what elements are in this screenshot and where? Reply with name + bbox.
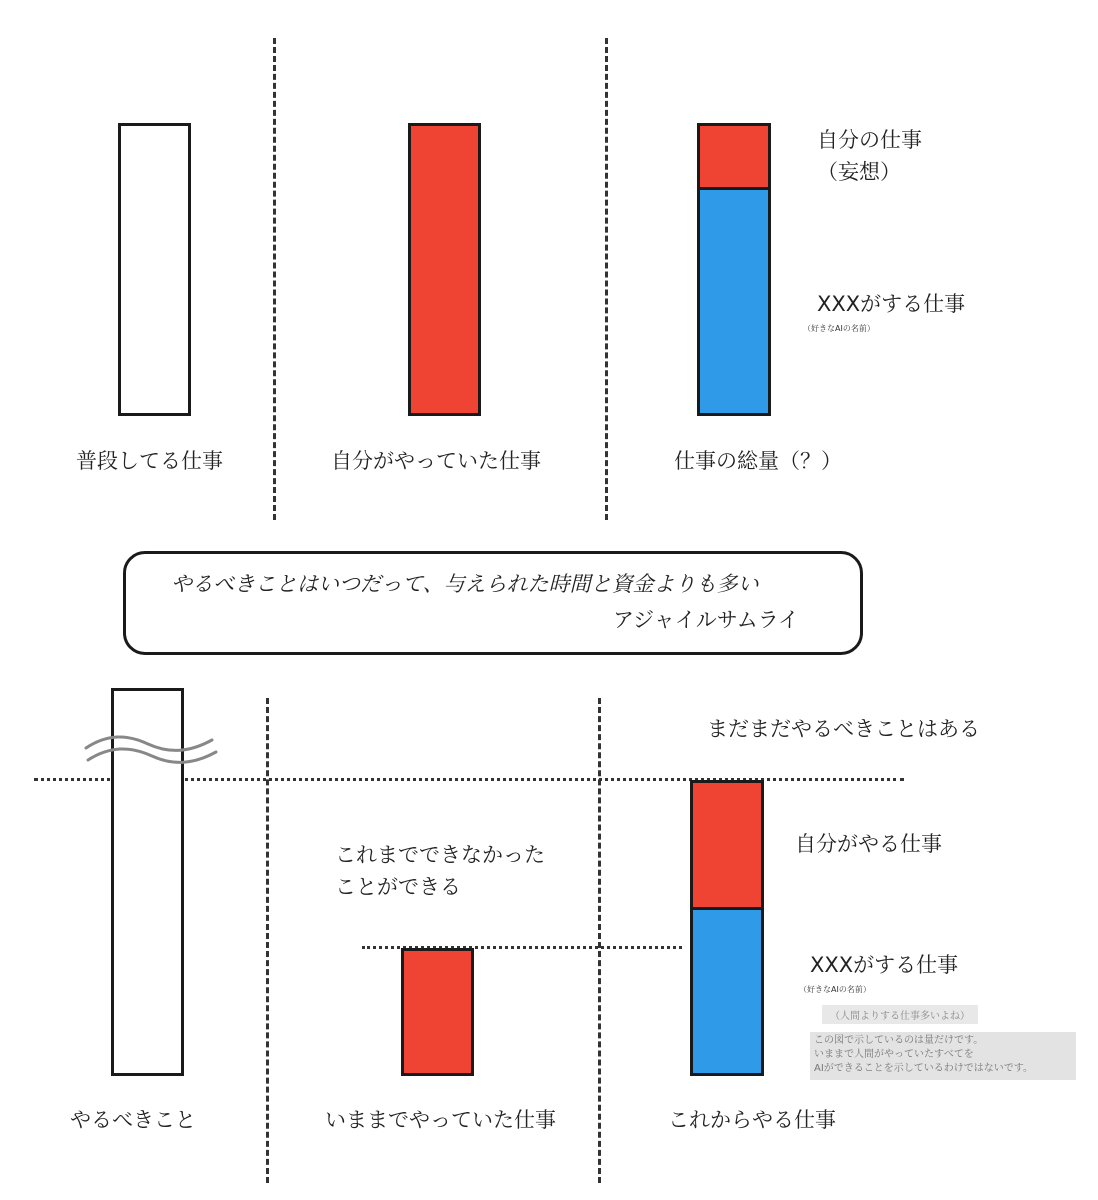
bottom-annotation-line1: これまでできなかった <box>335 843 545 867</box>
quote-box <box>123 551 863 655</box>
bottom-bar-own-segment <box>690 780 764 911</box>
gray-note-line1: この図で示しているのは量だけです。 <box>814 1035 984 1046</box>
bottom-annotation-line2: ことができる <box>335 875 461 899</box>
top-divider-1 <box>273 38 276 520</box>
top-bar-usual-work <box>118 123 191 416</box>
bottom-divider-2 <box>598 698 601 1183</box>
quote-text: やるべきことはいつだって、与えられた時間と資金よりも多い <box>171 572 759 596</box>
break-squiggle-icon <box>82 730 222 770</box>
bottom-top-note: まだまだやるべきことはある <box>707 717 980 741</box>
top-label-own-work: 自分がやっていた仕事 <box>331 449 541 473</box>
quote-author: アジャイルサムライ <box>613 608 800 632</box>
top-label-usual-work: 普段してる仕事 <box>76 449 223 473</box>
top-label-total-work: 仕事の総量（？） <box>674 449 842 473</box>
gray-note-line2: いままで人間がやっていたすべてを <box>814 1049 974 1060</box>
bottom-bar-previous-work <box>401 948 474 1076</box>
bottom-label-todo: やるべきこと <box>70 1108 196 1132</box>
top-bar-total-own-segment <box>697 123 771 190</box>
bottom-blue-note: （好きなAIの名前） <box>799 985 871 994</box>
top-divider-2 <box>605 38 608 520</box>
bottom-red-label: 自分がやる仕事 <box>795 832 942 856</box>
top-red-label-line2: （妄想） <box>817 160 901 184</box>
top-red-label-line1: 自分の仕事 <box>817 128 922 152</box>
bottom-divider-1 <box>266 698 269 1183</box>
bottom-label-future-work: これからやる仕事 <box>668 1108 836 1132</box>
gray-note-line3: AIができることを示しているわけではないです。 <box>814 1063 1033 1074</box>
top-bar-own-work <box>408 123 481 416</box>
top-bar-total-ai-segment <box>697 187 771 416</box>
bottom-gray-note-box <box>810 1032 1076 1080</box>
bottom-bar-ai-segment <box>690 907 764 1076</box>
bottom-blue-label: XXXがする仕事 <box>810 953 959 977</box>
bottom-label-previous-work: いままでやっていた仕事 <box>325 1108 556 1132</box>
top-blue-label: XXXがする仕事 <box>817 292 966 316</box>
top-blue-note: （好きなAIの名前） <box>803 324 875 333</box>
bottom-gray-pill: （人間よりする仕事多いよね） <box>822 1005 978 1024</box>
